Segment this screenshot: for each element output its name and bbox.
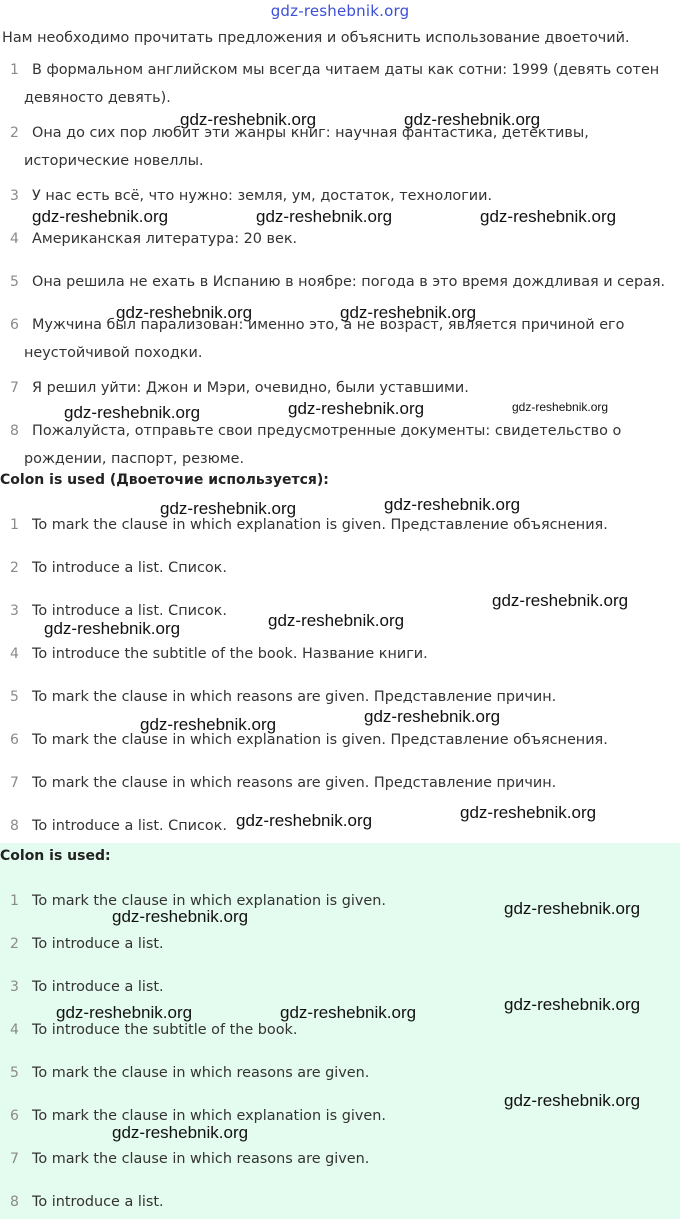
item-text: To introduce the subtitle of the book. [32,1022,298,1038]
item-number: 4 [10,1022,19,1038]
list-item [0,930,675,958]
watermark: gdz-reshebnik.org [44,619,181,638]
list-item [0,640,675,668]
item-text: To introduce a list. [32,1194,164,1210]
item-number: 2 [10,560,19,576]
item-text: To mark the clause in which explanation is given. [32,893,386,909]
item-text: To mark the clause in which explanation is given. Представление объяснения. [32,517,608,533]
item-number: 8 [10,818,19,834]
item-number: 3 [10,603,19,619]
list-item [0,1059,675,1087]
watermark: gdz-reshebnik.org [140,715,277,734]
watermark: gdz-reshebnik.org [364,707,501,726]
watermark: gdz-reshebnik.org [504,1091,641,1110]
item-text: To mark the clause in which reasons are given. [32,1151,370,1167]
watermark: gdz-reshebnik.org [56,1003,193,1022]
item-number: 5 [10,274,19,290]
watermark: gdz-reshebnik.org [340,303,477,322]
item-text: Мужчина был парализован: именно это, а не возраст, является причиной его [32,317,625,333]
item-text: To introduce a list. [32,936,164,952]
item-text: Американская литература: 20 век. [32,231,298,247]
item-text: To introduce a list. Список. [32,818,227,834]
watermark: gdz-reshebnik.org [404,110,541,129]
item-number: 3 [10,188,19,204]
item-number: 5 [10,1065,19,1081]
list-item [0,182,675,210]
item-text: Она решила не ехать в Испанию в ноябре: погода в это время дождливая и серая. [32,274,666,290]
list-item [0,374,675,402]
list-item [0,268,675,296]
item-number: 8 [10,1194,19,1210]
list-item-continuation [0,147,675,175]
watermark: gdz-reshebnik.org [112,907,249,926]
item-number: 7 [10,380,19,396]
list-item [0,887,675,915]
item-text: To introduce a list. Список. [32,560,227,576]
list-item [0,119,675,147]
watermark: gdz-reshebnik.org [32,207,169,226]
item-text: исторические новеллы. [24,153,204,169]
list-item [0,1016,675,1044]
item-text: To mark the clause in which reasons are given. [32,1065,370,1081]
item-number: 3 [10,979,19,995]
watermark: gdz-reshebnik.org [236,811,373,830]
watermark: gdz-reshebnik.org [504,899,641,918]
item-number: 6 [10,732,19,748]
watermark: gdz-reshebnik.org [268,611,405,630]
item-text: To introduce a list. [32,979,164,995]
item-number: 1 [10,517,19,533]
list-item [0,812,675,840]
item-text: To introduce a list. Список. [32,603,227,619]
item-number: 2 [10,936,19,952]
list-item [0,311,675,339]
watermark: gdz-reshebnik.org [160,499,297,518]
item-number: 6 [10,317,19,333]
item-text: To mark the clause in which explanation is given. Представление объяснения. [32,732,608,748]
item-text: Пожалуйста, отправьте свои предусмотренные документы: свидетельство о [32,423,622,439]
list-item [0,56,675,84]
item-number: 6 [10,1108,19,1124]
item-number: 7 [10,1151,19,1167]
watermark: gdz-reshebnik.org [256,207,393,226]
watermark: gdz-reshebnik.org [180,110,317,129]
list-item [0,554,675,582]
section-title-bilingual: Colon is used (Двоеточие используется): [0,472,329,488]
item-text: To mark the clause in which reasons are given. Представление причин. [32,775,557,791]
list-item-continuation [0,84,675,112]
item-number: 4 [10,646,19,662]
watermark: gdz-reshebnik.org [116,303,253,322]
watermark: gdz-reshebnik.org [480,207,617,226]
item-number: 2 [10,125,19,141]
site-header-link[interactable]: gdz-reshebnik.org [270,2,410,20]
item-text: To introduce the subtitle of the book. Название книги. [32,646,428,662]
watermark: gdz-reshebnik.org [504,995,641,1014]
list-item-continuation [0,339,675,367]
item-text: To mark the clause in which reasons are given. Представление причин. [32,689,557,705]
item-number: 8 [10,423,19,439]
item-text: У нас есть всё, что нужно: земля, ум, достаток, технологии. [32,188,493,204]
watermark: gdz-reshebnik.org [112,1123,249,1142]
item-text: рождении, паспорт, резюме. [24,451,245,467]
list-item [0,1188,675,1216]
list-item [0,511,675,539]
item-number: 1 [10,62,19,78]
item-text: To mark the clause in which explanation is given. [32,1108,386,1124]
watermark: gdz-reshebnik.org [288,399,425,418]
item-text: В формальном английском мы всегда читаем даты как сотни: 1999 (девять сотен [32,62,660,78]
section-title-english: Colon is used: [0,848,111,864]
item-number: 4 [10,231,19,247]
item-number: 1 [10,893,19,909]
task-intro: Нам необходимо прочитать предложения и объяснить использование двоеточий. [2,30,630,46]
watermark: gdz-reshebnik.org [460,803,597,822]
list-item [0,1145,675,1173]
item-text: Я решил уйти: Джон и Мэри, очевидно, были уставшими. [32,380,469,396]
item-number: 7 [10,775,19,791]
watermark: gdz-reshebnik.org [492,591,629,610]
list-item [0,225,675,253]
item-text: неустойчивой походки. [24,345,203,361]
list-item [0,973,675,1001]
list-item [0,417,675,445]
list-item [0,769,675,797]
watermark: gdz-reshebnik.org [512,400,609,414]
list-item [0,726,675,754]
item-text: Она до сих пор любит эти жанры книг: научная фантастика, детективы, [32,125,589,141]
list-item [0,1102,675,1130]
list-item [0,683,675,711]
watermark: gdz-reshebnik.org [280,1003,417,1022]
item-text: девяносто девять). [24,90,171,106]
item-number: 5 [10,689,19,705]
watermark: gdz-reshebnik.org [384,495,521,514]
watermark: gdz-reshebnik.org [64,403,201,422]
list-item-continuation [0,445,675,473]
list-item [0,597,675,625]
